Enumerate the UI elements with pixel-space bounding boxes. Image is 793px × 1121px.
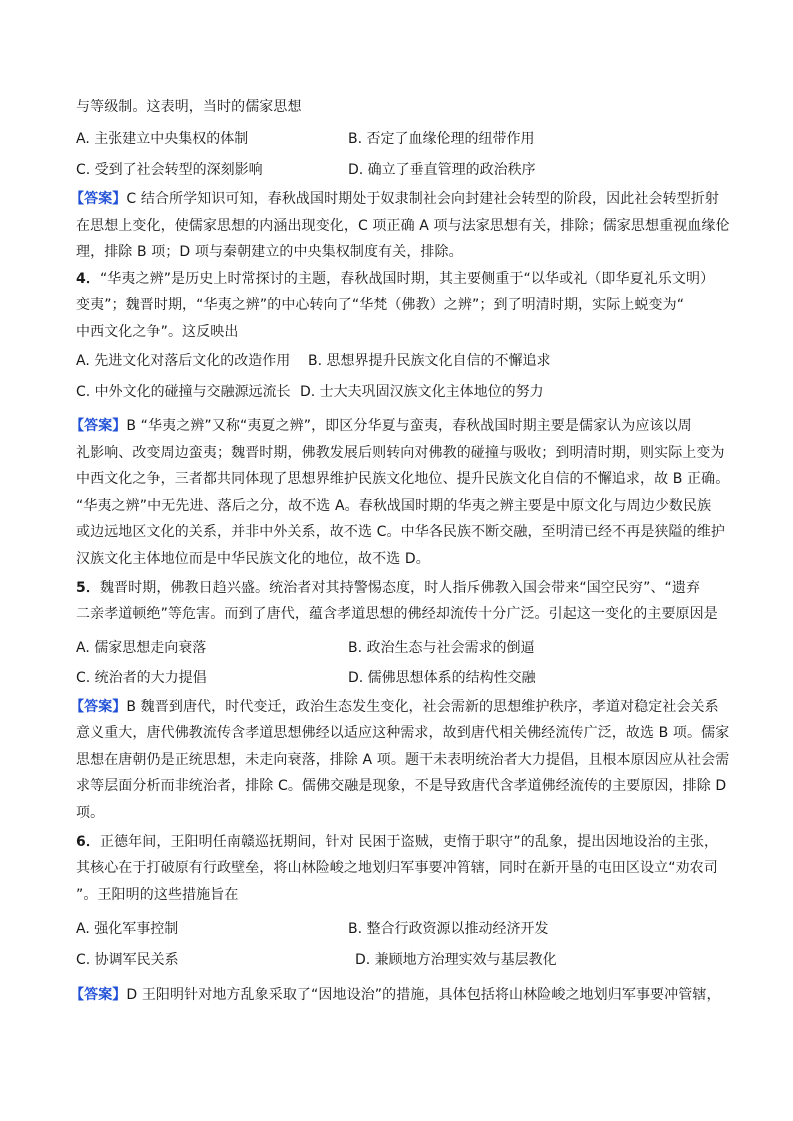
q3-option-d: D. 确立了垂直管理的政治秩序 xyxy=(348,162,536,178)
q3-answer-text-1: C 结合所学知识可知，春秋战国时期处于奴隶制社会向封建社会转型的阶段，因此社会转型折射 xyxy=(126,191,719,207)
q6-answer-line-1 xyxy=(70,984,721,1004)
q4-answer-line-6: 汉族文化主体地位而是中华民族文化的地位，故不选 D。 xyxy=(76,551,430,567)
q5-number: 5． xyxy=(76,580,100,596)
q4-stem-text-1: “华夷之辨”是历史上时常探讨的主题，春秋战国时期，其主要侧重于“以华或礼（即华夏礼乐文明） xyxy=(99,271,715,287)
q5-answer-line-2: 意义重大，唐代佛教流传含孝道思想佛经以适应这种需求，故到唐代相关佛经流传广泛，故选 B 项。儒家 xyxy=(76,725,730,741)
q4-answer-line-2: 礼影响、改变周边蛮夷；魏晋时期，佛教发展后则转向对佛教的碰撞与吸收；到明清时期，则实际上变为 xyxy=(76,445,725,461)
q5-stem-line-1 xyxy=(76,577,700,597)
q5-answer-line-5: 项。 xyxy=(76,805,105,821)
q6-stem-line-1 xyxy=(76,831,718,851)
q4-answer-line-1 xyxy=(70,415,692,435)
q5-answer-tag: 【答案】 xyxy=(70,699,127,715)
q4-answer-line-4: “华夷之辨”中无先进、落后之分，故不选 A。春秋战国时期的华夷之辨主要是中原文化与周边少数民族 xyxy=(76,498,712,514)
q5-option-d: D. 儒佛思想体系的结构性交融 xyxy=(348,670,536,686)
q6-option-c: C. 协调军民关系 xyxy=(76,952,179,968)
q6-answer-tag: 【答案】 xyxy=(70,987,127,1003)
q3-answer-tag: 【答案】 xyxy=(70,191,127,207)
q5-option-b: B. 政治生态与社会需求的倒逼 xyxy=(348,640,535,656)
q6-option-d: D. 兼顾地方治理实效与基层教化 xyxy=(355,952,557,968)
q5-answer-line-4: 求等层面分析而非统治者，排除 C。儒佛交融是现象，不是导致唐代含孝道佛经流传的主要原因，排除 D xyxy=(76,778,727,794)
q4-stem-line-2: 变夷”；魏晋时期，“华夷之辨”的中心转向了“华梵（佛教）之辨”；到了明清时期，实际上蜕变为“ xyxy=(76,297,685,313)
q3-option-c: C. 受到了社会转型的深刻影响 xyxy=(76,162,263,178)
q6-stem-text-1: 正德年间，王阳明任南赣巡抚期间，针对 民困于盗贼，吏惰于职守”的乱象，提出因地设治的主张， xyxy=(99,834,719,850)
q4-stem-line-3: 中西文化之争”。这反映出 xyxy=(76,324,239,340)
q5-option-a: A. 儒家思想走向衰落 xyxy=(76,640,207,656)
q4-option-c: C. 中外文化的碰撞与交融源远流长 xyxy=(76,384,291,400)
q6-number: 6． xyxy=(76,834,100,850)
q5-stem-text-1: 魏晋时期，佛教日趋兴盛。统治者对其持警惕态度，时人指斥佛教入国会带来“国空民穷”、“遗弃 xyxy=(99,580,701,596)
q4-option-b: B. 思想界提升民族文化自信的不懈追求 xyxy=(308,353,551,369)
q4-answer-line-3: 中西文化之争，三者都共同体现了思想界维护民族文化地位、提升民族文化自信的不懈追求，故 B 正确。 xyxy=(76,471,730,487)
q6-stem-line-2: 其核心在于打破原有行政壁垒，将山林险峻之地划归军事要冲筲辖，同时在新开垦的屯田区设立“劝农司 xyxy=(76,860,718,876)
q4-stem-line-1 xyxy=(76,268,714,288)
q3-option-a: A. 主张建立中央集权的体制 xyxy=(76,131,249,147)
q4-answer-tag: 【答案】 xyxy=(70,418,127,434)
q6-answer-text-1: D 王阳明针对地方乱象采取了“因地设治”的措施，具体包括将山林险峻之地划归军事要冲管辖， xyxy=(126,987,721,1003)
q6-stem-line-3: ”。王阳明的这些措施旨在 xyxy=(76,887,239,903)
q3-answer-line-2: 在思想上变化，使儒家思想的内涵出现变化，C 项正确 A 项与法家思想有关，排除；儒家思想重视血缘伦 xyxy=(76,218,730,234)
q5-option-c: C. 统治者的大力提倡 xyxy=(76,670,207,686)
q3-answer-line-3: 理，排除 B 项；D 项与秦朝建立的中央集权制度有关，排除。 xyxy=(76,244,463,260)
q5-answer-line-1 xyxy=(70,696,719,716)
q5-answer-text-1: B 魏晋到唐代，时代变迁，政治生态发生变化，社会需新的思想维护秩序，孝道对稳定社会关系 xyxy=(126,699,719,715)
q6-option-a: A. 强化军事控制 xyxy=(76,921,179,937)
q4-option-a: A. 先进文化对落后文化的改造作用 xyxy=(76,353,291,369)
q4-number: 4． xyxy=(76,271,100,287)
q3-stem-tail: 与等级制。这表明，当时的儒家思想 xyxy=(76,99,302,115)
q6-option-b: B. 整合行政资源以推动经济开发 xyxy=(348,921,549,937)
q5-stem-line-2: 二亲孝道顿绝”等危害。而到了唐代，蕴含孝道思想的佛经却流传十分广泛。引起这一变化的主要原因是 xyxy=(76,606,718,622)
q4-answer-line-5: 或边远地区文化的关系，并非中外关系，故不选 C。中华各民族不断交融，至明清已经不再是狭隘的维护 xyxy=(76,524,725,540)
q5-answer-line-3: 思想在唐朝仍是正统思想，未走向衰落，排除 A 项。题干未表明统治者大力提倡，且根本原因应从社会需 xyxy=(76,752,730,768)
q3-answer-line-1 xyxy=(70,188,719,208)
q3-option-b: B. 否定了血缘伦理的纽带作用 xyxy=(348,131,535,147)
q4-answer-text-1: B “华夷之辨”又称“夷夏之辨”，即区分华夏与蛮夷，春秋战国时期主要是儒家认为应该以周 xyxy=(126,418,692,434)
q4-option-d: D. 士大夫巩固汉族文化主体地位的努力 xyxy=(300,384,544,400)
